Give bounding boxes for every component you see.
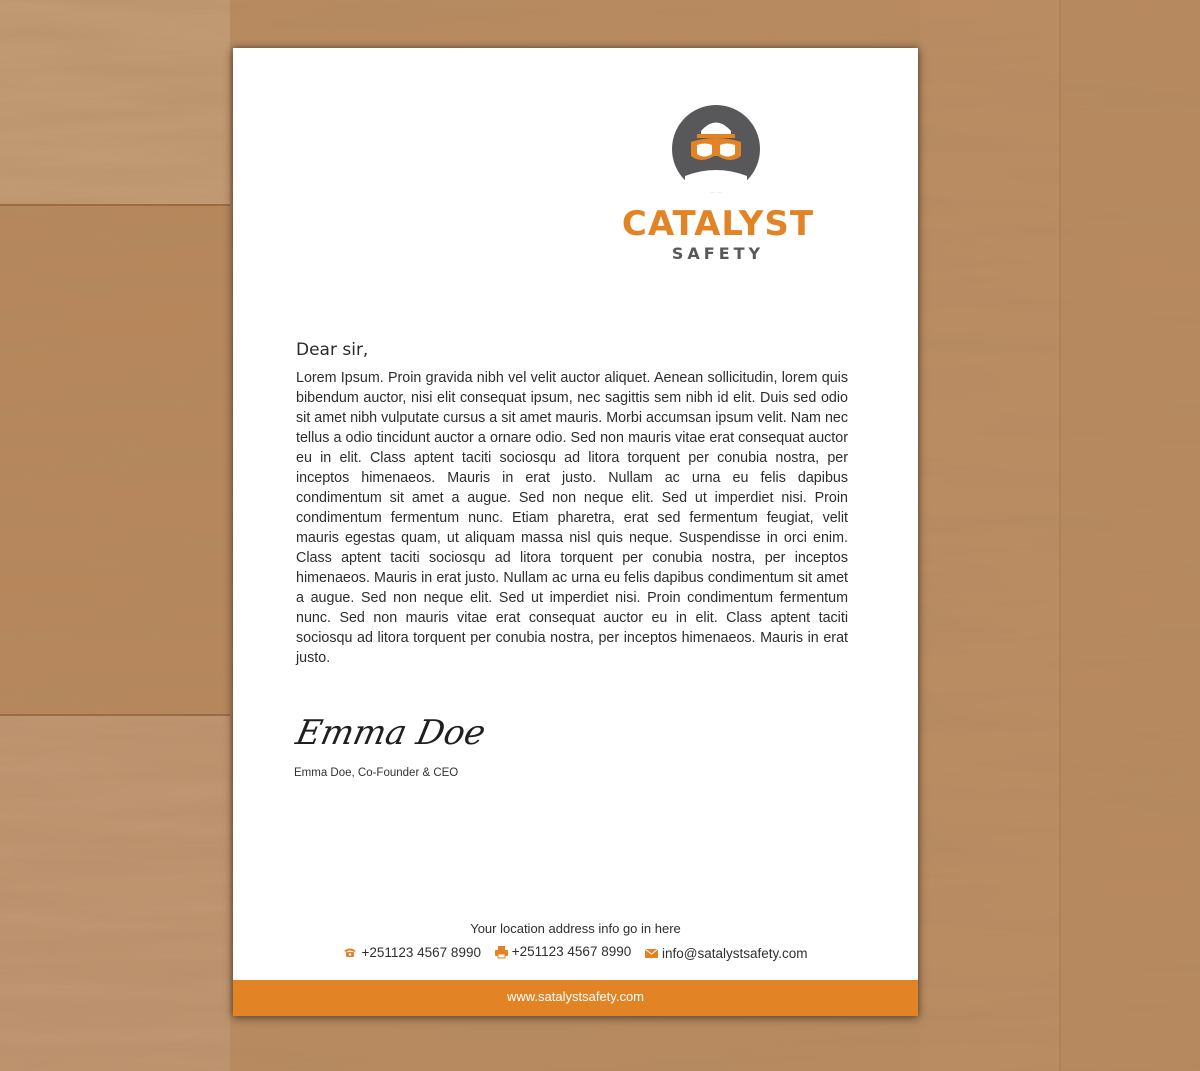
company-logo	[583, 103, 853, 263]
company-wordmark	[583, 206, 853, 266]
letter-greeting: Dear sir,	[296, 340, 369, 360]
contact-phone	[343, 945, 481, 960]
footer-band	[233, 980, 918, 1016]
phone-number: +251123 4567 8990	[361, 944, 481, 960]
website-link[interactable]: www.satalystsafety.com	[506, 989, 645, 1004]
handwritten-signature	[292, 708, 490, 758]
fax-number: +251123 4567 8990	[511, 944, 632, 959]
envelope-icon	[645, 949, 658, 958]
letter-sheet	[233, 48, 918, 1016]
letter-body: Lorem Ipsum. Proin gravida nibh vel velit auctor aliquet. Aenean sollicitudin, lorem quis bibendum auctor, nisi elit consequat ipsum, nec sagittis sem nibh id elit. Duis sed odio sit amet nibh vulputate cursus a sit amet mauris. Morbi accumsan ipsum velit. Nam nec tellus a odio tincidunt auctor a ornare odio. Sed non mauris vitae erat consequat auctor eu in elit. Class aptent taciti sociosqu ad litora torquent per conubia nostra, per inceptos himenaeos. Mauris in erat justo. Nullam ac urna eu felis dapibus condimentum sit amet a augue. Sed non neque elit. Sed ut imperdiet nisi. Proin condimentum fermentum nunc. Etiam pharetra, erat sed fermentum feugiat, velit mauris egestas quam, ut aliquam massa nisl quis neque. Suspendisse in orci enim. Class aptent taciti sociosqu ad litora torquent per conubia nostra, per inceptos himenaeos. Mauris in erat justo. Nullam ac urna eu felis dapibus condimentum sit amet a augue. Sed non neque elit. Sed ut imperdiet nisi. Proin condimentum fermentum nunc. Sed non mauris vitae erat consequat auctor eu in elit. Class aptent taciti sociosqu ad litora torquent per conubia nostra, per inceptos himenaeos. Mauris in erat justo.	[296, 370, 848, 666]
email-address[interactable]: info@satalystsafety.com	[662, 945, 808, 961]
signature-script: Emma Doe	[292, 713, 490, 753]
footer-address: Your location address info go in here	[470, 921, 681, 936]
signer-name-title: Emma Doe, Co-Founder & CEO	[294, 767, 459, 779]
hardhat-goggles-logo-icon	[671, 104, 761, 194]
footer-contacts	[233, 944, 918, 961]
brand-name: CATALYST	[621, 204, 815, 244]
contact-fax	[495, 944, 632, 959]
phone-icon	[343, 947, 357, 958]
brand-tagline: SAFETY	[671, 244, 765, 263]
fax-icon	[495, 946, 508, 958]
contact-email[interactable]	[645, 946, 808, 961]
